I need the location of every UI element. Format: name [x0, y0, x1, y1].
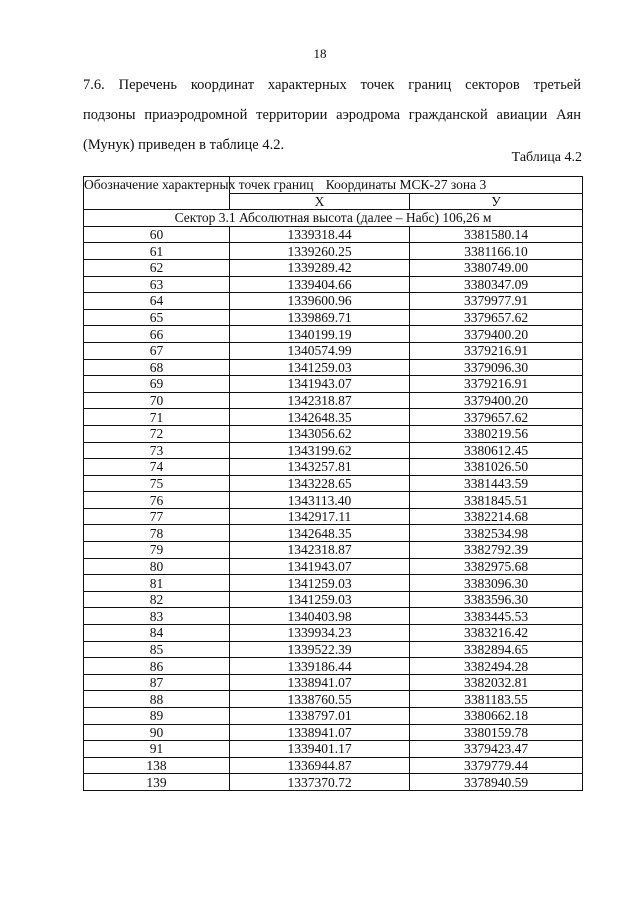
table-row: [84, 326, 583, 343]
table-row: [84, 376, 583, 393]
point-id-cell: 73: [84, 442, 230, 459]
point-id-cell: 75: [84, 475, 230, 492]
table-row: [84, 442, 583, 459]
table-row: [84, 658, 583, 675]
point-id-cell: 87: [84, 674, 230, 691]
point-id-cell: 66: [84, 326, 230, 343]
x-coordinate-cell: 1339869.71: [230, 309, 410, 326]
x-coordinate-cell: 1341259.03: [230, 359, 410, 376]
table-row: [84, 757, 583, 774]
x-coordinate-cell: 1339934.23: [230, 625, 410, 642]
y-coordinate-cell: 3380662.18: [410, 708, 583, 725]
y-coordinate-cell: 3381183.55: [410, 691, 583, 708]
table-row: [84, 575, 583, 592]
table-body: [84, 210, 583, 791]
y-coordinate-cell: 3382792.39: [410, 542, 583, 559]
point-id-cell: 83: [84, 608, 230, 625]
y-coordinate-cell: 3379423.47: [410, 741, 583, 758]
y-coordinate-cell: 3382975.68: [410, 558, 583, 575]
point-id-cell: 74: [84, 459, 230, 476]
y-coordinate-cell: 3379400.20: [410, 392, 583, 409]
x-coordinate-cell: 1343257.81: [230, 459, 410, 476]
y-header: У: [410, 193, 583, 210]
point-id-cell: 139: [84, 774, 230, 791]
table-row: [84, 641, 583, 658]
y-coordinate-cell: 3382894.65: [410, 641, 583, 658]
point-id-cell: 82: [84, 591, 230, 608]
y-coordinate-cell: 3379096.30: [410, 359, 583, 376]
table-row: [84, 309, 583, 326]
table-row: [84, 591, 583, 608]
table-row: [84, 558, 583, 575]
point-id-cell: 61: [84, 243, 230, 260]
x-coordinate-cell: 1343113.40: [230, 492, 410, 509]
paragraph-line: подзоны приаэродромной территории аэродрома гражданской авиации Аян: [83, 107, 581, 123]
point-id-cell: 90: [84, 724, 230, 741]
intro-paragraph: [83, 70, 581, 160]
y-coordinate-cell: 3382494.28: [410, 658, 583, 675]
x-coordinate-cell: 1338760.55: [230, 691, 410, 708]
x-coordinate-cell: 1341943.07: [230, 376, 410, 393]
table-row: [84, 741, 583, 758]
point-id-cell: 71: [84, 409, 230, 426]
y-coordinate-cell: 3380749.00: [410, 259, 583, 276]
point-id-cell: 88: [84, 691, 230, 708]
table-row: [84, 708, 583, 725]
point-id-cell: 84: [84, 625, 230, 642]
table-row: [84, 226, 583, 243]
x-coordinate-cell: 1342648.35: [230, 409, 410, 426]
x-coordinate-cell: 1338941.07: [230, 674, 410, 691]
y-coordinate-cell: 3380612.45: [410, 442, 583, 459]
x-coordinate-cell: 1341943.07: [230, 558, 410, 575]
point-id-cell: 65: [84, 309, 230, 326]
x-coordinate-cell: 1341259.03: [230, 591, 410, 608]
y-coordinate-cell: 3381443.59: [410, 475, 583, 492]
x-coordinate-cell: 1343228.65: [230, 475, 410, 492]
y-coordinate-cell: 3381166.10: [410, 243, 583, 260]
table-row: [84, 425, 583, 442]
y-coordinate-cell: 3379400.20: [410, 326, 583, 343]
y-coordinate-cell: 3381026.50: [410, 459, 583, 476]
y-coordinate-cell: 3383096.30: [410, 575, 583, 592]
y-coordinate-cell: 3380347.09: [410, 276, 583, 293]
page-number: 18: [313, 46, 327, 61]
point-id-cell: 67: [84, 342, 230, 359]
x-coordinate-cell: 1336944.87: [230, 757, 410, 774]
table-row: [84, 475, 583, 492]
y-coordinate-cell: 3378940.59: [410, 774, 583, 791]
table-row: [84, 293, 583, 310]
point-id-cell: 64: [84, 293, 230, 310]
table-row: [84, 259, 583, 276]
point-id-cell: 78: [84, 525, 230, 542]
x-coordinate-cell: 1339401.17: [230, 741, 410, 758]
designation-header: Обозначение характерных точек границ: [84, 177, 230, 210]
y-coordinate-cell: 3380159.78: [410, 724, 583, 741]
point-id-cell: 60: [84, 226, 230, 243]
x-coordinate-cell: 1341259.03: [230, 575, 410, 592]
point-id-cell: 138: [84, 757, 230, 774]
point-id-cell: 63: [84, 276, 230, 293]
x-coordinate-cell: 1343199.62: [230, 442, 410, 459]
x-coordinate-cell: 1340574.99: [230, 342, 410, 359]
point-id-cell: 80: [84, 558, 230, 575]
table-row: [84, 724, 583, 741]
y-coordinate-cell: 3379216.91: [410, 376, 583, 393]
paragraph-line: 7.6. Перечень координат характерных точек границ секторов третьей: [83, 77, 581, 93]
table-row: [84, 243, 583, 260]
point-id-cell: 85: [84, 641, 230, 658]
point-id-cell: 77: [84, 508, 230, 525]
x-coordinate-cell: 1339260.25: [230, 243, 410, 260]
x-coordinate-cell: 1339600.96: [230, 293, 410, 310]
x-coordinate-cell: 1342648.35: [230, 525, 410, 542]
y-coordinate-cell: 3383445.53: [410, 608, 583, 625]
point-id-cell: 91: [84, 741, 230, 758]
point-id-cell: 68: [84, 359, 230, 376]
y-coordinate-cell: 3379657.62: [410, 409, 583, 426]
y-coordinate-cell: 3379657.62: [410, 309, 583, 326]
table-row: [84, 542, 583, 559]
table-row: [84, 459, 583, 476]
table-row: [84, 625, 583, 642]
point-id-cell: 70: [84, 392, 230, 409]
sector-title: Сектор 3.1 Абсолютная высота (далее – Набс) 106,26 м: [84, 210, 583, 227]
point-id-cell: 69: [84, 376, 230, 393]
point-id-cell: 79: [84, 542, 230, 559]
point-id-cell: 86: [84, 658, 230, 675]
y-coordinate-cell: 3383216.42: [410, 625, 583, 642]
x-coordinate-cell: 1339186.44: [230, 658, 410, 675]
point-id-cell: 89: [84, 708, 230, 725]
table-row: [84, 359, 583, 376]
y-coordinate-cell: 3382534.98: [410, 525, 583, 542]
table-row: [84, 608, 583, 625]
point-id-cell: 76: [84, 492, 230, 509]
y-coordinate-cell: 3380219.56: [410, 425, 583, 442]
table-row: [84, 508, 583, 525]
x-coordinate-cell: 1339522.39: [230, 641, 410, 658]
x-coordinate-cell: 1339318.44: [230, 226, 410, 243]
table-row: [84, 774, 583, 791]
x-coordinate-cell: 1339404.66: [230, 276, 410, 293]
table-row: [84, 525, 583, 542]
y-coordinate-cell: 3383596.30: [410, 591, 583, 608]
table-row: [84, 342, 583, 359]
y-coordinate-cell: 3381580.14: [410, 226, 583, 243]
table-row: [84, 492, 583, 509]
point-id-cell: 72: [84, 425, 230, 442]
x-coordinate-cell: 1342318.87: [230, 392, 410, 409]
coordinates-table: [83, 176, 583, 791]
table-row: [84, 691, 583, 708]
point-id-cell: 81: [84, 575, 230, 592]
y-coordinate-cell: 3379216.91: [410, 342, 583, 359]
table-row: [84, 276, 583, 293]
x-coordinate-cell: 1340199.19: [230, 326, 410, 343]
table-caption: Таблица 4.2: [511, 150, 582, 165]
x-header: X: [230, 193, 410, 210]
x-coordinate-cell: 1342917.11: [230, 508, 410, 525]
paragraph-line: (Мунук) приведен в таблице 4.2.: [83, 137, 285, 153]
x-coordinate-cell: 1343056.62: [230, 425, 410, 442]
x-coordinate-cell: 1339289.42: [230, 259, 410, 276]
coordinates-header: Координаты МСК-27 зона 3: [230, 177, 583, 194]
x-coordinate-cell: 1340403.98: [230, 608, 410, 625]
y-coordinate-cell: 3382214.68: [410, 508, 583, 525]
x-coordinate-cell: 1337370.72: [230, 774, 410, 791]
x-coordinate-cell: 1342318.87: [230, 542, 410, 559]
table-row: [84, 392, 583, 409]
y-coordinate-cell: 3379977.91: [410, 293, 583, 310]
table-row: [84, 674, 583, 691]
y-coordinate-cell: 3381845.51: [410, 492, 583, 509]
x-coordinate-cell: 1338941.07: [230, 724, 410, 741]
y-coordinate-cell: 3379779.44: [410, 757, 583, 774]
table-row: [84, 409, 583, 426]
point-id-cell: 62: [84, 259, 230, 276]
x-coordinate-cell: 1338797.01: [230, 708, 410, 725]
y-coordinate-cell: 3382032.81: [410, 674, 583, 691]
